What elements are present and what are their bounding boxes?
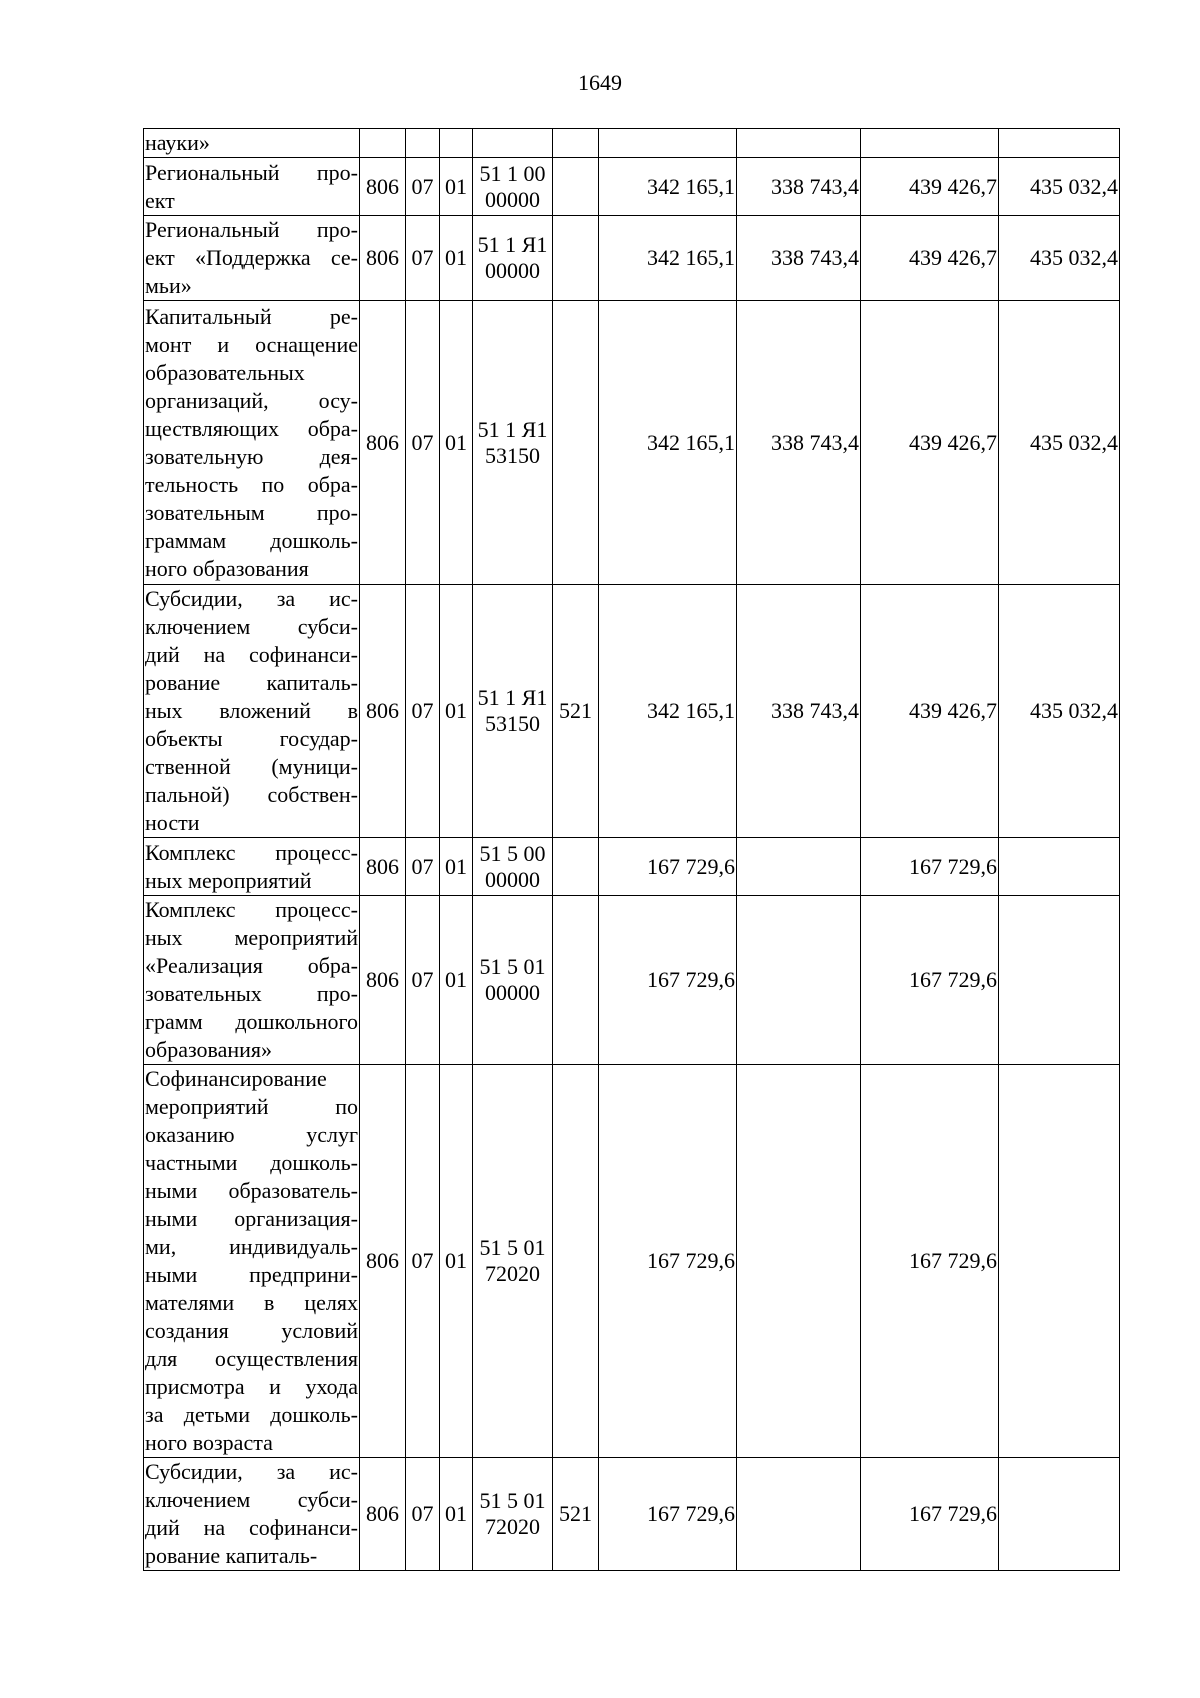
row-name-cell xyxy=(144,896,360,1065)
row-name-line: ект xyxy=(145,187,175,213)
row-name-line: ственной (муници- xyxy=(145,754,358,779)
row-name-line: дий на софинанси- xyxy=(145,642,358,667)
row-name-line: рование капиталь- xyxy=(145,670,358,695)
row-name-cell xyxy=(144,301,360,585)
target-article-part1: 51 5 01 xyxy=(479,954,546,979)
row-name-line: дий на софинанси- xyxy=(145,1515,358,1540)
amount-cell-3: 439 426,7 xyxy=(861,216,999,301)
row-name-line: мателями в целях xyxy=(145,1290,358,1315)
amount-cell-3: 439 426,7 xyxy=(861,158,999,216)
row-name-line: ект «Поддержка се- xyxy=(145,245,358,270)
subsection-cell xyxy=(440,129,473,158)
target-article-cell xyxy=(473,585,553,838)
amount-cell-1: 342 165,1 xyxy=(599,301,737,585)
target-article-part2: 53150 xyxy=(485,711,540,736)
admin-code-cell: 806 xyxy=(360,301,406,585)
target-article-cell xyxy=(473,158,553,216)
amount-cell-4 xyxy=(999,896,1120,1065)
section-cell: 07 xyxy=(406,158,440,216)
row-name-cell xyxy=(144,838,360,896)
row-name-cell xyxy=(144,129,360,158)
row-name-line: организаций, осу- xyxy=(145,387,358,413)
row-name-line: «Реализация обра- xyxy=(145,953,358,978)
row-name-line: Софинансирование xyxy=(145,1066,327,1091)
section-cell: 07 xyxy=(406,216,440,301)
amount-cell-2 xyxy=(737,838,861,896)
row-name-line: ми, индивидуаль- xyxy=(145,1234,358,1259)
row-name-line: монт и оснащение xyxy=(145,331,358,357)
amount-cell-3: 439 426,7 xyxy=(861,585,999,838)
target-article-part2: 72020 xyxy=(485,1261,540,1286)
admin-code-cell: 806 xyxy=(360,838,406,896)
expense-type-cell xyxy=(553,216,599,301)
amount-cell-2: 338 743,4 xyxy=(737,158,861,216)
target-article-part1: 51 5 01 xyxy=(479,1488,546,1513)
row-name-line: Региональный про- xyxy=(145,159,358,185)
amount-cell-3: 167 729,6 xyxy=(861,896,999,1065)
target-article-part1: 51 1 Я1 xyxy=(477,685,548,710)
table-row xyxy=(144,1065,1120,1458)
page-number: 1649 xyxy=(578,70,622,95)
row-name-line: создания условий xyxy=(145,1318,358,1343)
amount-cell-2: 338 743,4 xyxy=(737,216,861,301)
row-name-line: ного образования xyxy=(145,555,309,581)
amount-cell-4 xyxy=(999,1458,1120,1571)
table-row xyxy=(144,585,1120,838)
row-name-line: образования» xyxy=(145,1037,273,1062)
row-name-line: образовательных xyxy=(145,359,305,385)
amount-cell-2 xyxy=(737,129,861,158)
row-name-line: присмотра и ухода xyxy=(145,1374,358,1399)
row-name-line: для осуществления xyxy=(145,1346,358,1371)
amount-cell-1: 167 729,6 xyxy=(599,1065,737,1458)
expense-type-cell xyxy=(553,896,599,1065)
table-row xyxy=(144,1458,1120,1571)
subsection-cell: 01 xyxy=(440,158,473,216)
expense-type-cell xyxy=(553,838,599,896)
row-name-line: ных мероприятий xyxy=(145,867,312,893)
expense-type-cell xyxy=(553,158,599,216)
row-name-line: Комплекс процесс- xyxy=(145,897,358,922)
amount-cell-2 xyxy=(737,1458,861,1571)
table-row xyxy=(144,158,1120,216)
row-name-line: Региональный про- xyxy=(145,217,358,242)
target-article-part1: 51 5 00 xyxy=(479,840,546,866)
table-row xyxy=(144,301,1120,585)
section-cell: 07 xyxy=(406,585,440,838)
section-cell xyxy=(406,129,440,158)
admin-code-cell: 806 xyxy=(360,896,406,1065)
amount-cell-1: 342 165,1 xyxy=(599,216,737,301)
section-cell: 07 xyxy=(406,1458,440,1571)
row-name-line: ключением субси- xyxy=(145,614,358,639)
target-article-cell xyxy=(473,1458,553,1571)
target-article-part1: 51 1 00 xyxy=(479,160,546,186)
amount-cell-4 xyxy=(999,838,1120,896)
row-name-line: частными дошколь- xyxy=(145,1150,358,1175)
amount-cell-4: 435 032,4 xyxy=(999,158,1120,216)
amount-cell-1: 167 729,6 xyxy=(599,1458,737,1571)
target-article-part1: 51 5 01 xyxy=(479,1235,546,1260)
expense-type-cell xyxy=(553,1065,599,1458)
amount-cell-1: 342 165,1 xyxy=(599,158,737,216)
row-name-line: Комплекс процесс- xyxy=(145,839,358,865)
row-name-line: ными организация- xyxy=(145,1206,358,1231)
row-name-line: рование капиталь- xyxy=(145,1543,318,1568)
row-name-cell xyxy=(144,158,360,216)
amount-cell-1 xyxy=(599,129,737,158)
budget-table xyxy=(143,128,1120,1571)
subsection-cell: 01 xyxy=(440,585,473,838)
amount-cell-3: 167 729,6 xyxy=(861,838,999,896)
row-name-line: пальной) собствен- xyxy=(145,782,358,807)
amount-cell-4: 435 032,4 xyxy=(999,585,1120,838)
row-name-line: за детьми дошколь- xyxy=(145,1402,358,1427)
target-article-cell xyxy=(473,896,553,1065)
target-article-part1: 51 1 Я1 xyxy=(477,416,548,442)
target-article-part2: 00000 xyxy=(485,258,540,283)
amount-cell-2: 338 743,4 xyxy=(737,301,861,585)
amount-cell-2: 338 743,4 xyxy=(737,585,861,838)
admin-code-cell: 806 xyxy=(360,1458,406,1571)
admin-code-cell: 806 xyxy=(360,158,406,216)
row-name-line: мьи» xyxy=(145,273,192,298)
row-name-line: объекты государ- xyxy=(145,726,358,751)
expense-type-cell: 521 xyxy=(553,1458,599,1571)
target-article-cell xyxy=(473,216,553,301)
row-name-line: Субсидии, за ис- xyxy=(145,1459,358,1484)
amount-cell-3: 167 729,6 xyxy=(861,1458,999,1571)
amount-cell-1: 342 165,1 xyxy=(599,585,737,838)
amount-cell-4 xyxy=(999,1065,1120,1458)
row-name-line: грамм дошкольного xyxy=(145,1009,358,1034)
subsection-cell: 01 xyxy=(440,301,473,585)
table-row xyxy=(144,216,1120,301)
table-row xyxy=(144,838,1120,896)
row-name-line: ных вложений в xyxy=(145,698,358,723)
subsection-cell: 01 xyxy=(440,838,473,896)
subsection-cell: 01 xyxy=(440,216,473,301)
amount-cell-4: 435 032,4 xyxy=(999,216,1120,301)
expense-type-cell xyxy=(553,301,599,585)
row-name-cell xyxy=(144,585,360,838)
row-name-cell xyxy=(144,216,360,301)
admin-code-cell: 806 xyxy=(360,216,406,301)
section-cell: 07 xyxy=(406,1065,440,1458)
row-name-line: Капитальный ре- xyxy=(145,303,358,329)
target-article-part2: 53150 xyxy=(485,442,540,468)
row-name-cell xyxy=(144,1458,360,1571)
table-row xyxy=(144,129,1120,158)
subsection-cell: 01 xyxy=(440,1065,473,1458)
admin-code-cell: 806 xyxy=(360,585,406,838)
row-name-line: зовательную дея- xyxy=(145,443,358,469)
section-cell: 07 xyxy=(406,301,440,585)
target-article-part2: 00000 xyxy=(485,980,540,1005)
row-name-line: оказанию услуг xyxy=(145,1122,358,1147)
expense-type-cell: 521 xyxy=(553,585,599,838)
table-row xyxy=(144,896,1120,1065)
row-name-cell xyxy=(144,1065,360,1458)
row-name-line: ными предприни- xyxy=(145,1262,358,1287)
amount-cell-1: 167 729,6 xyxy=(599,838,737,896)
row-name-line: ными образователь- xyxy=(145,1178,358,1203)
target-article-part2: 72020 xyxy=(485,1514,540,1539)
section-cell: 07 xyxy=(406,838,440,896)
amount-cell-4: 435 032,4 xyxy=(999,301,1120,585)
target-article-cell xyxy=(473,1065,553,1458)
row-name-line: граммам дошколь- xyxy=(145,527,358,553)
row-name-line: ных мероприятий xyxy=(145,925,358,950)
row-name-line: ключением субси- xyxy=(145,1487,358,1512)
row-name-line: ного возраста xyxy=(145,1430,273,1455)
admin-code-cell xyxy=(360,129,406,158)
target-article-cell xyxy=(473,129,553,158)
target-article-part1: 51 1 Я1 xyxy=(477,232,548,257)
section-cell: 07 xyxy=(406,896,440,1065)
subsection-cell: 01 xyxy=(440,896,473,1065)
target-article-cell xyxy=(473,301,553,585)
subsection-cell: 01 xyxy=(440,1458,473,1571)
amount-cell-3 xyxy=(861,129,999,158)
amount-cell-3: 167 729,6 xyxy=(861,1065,999,1458)
amount-cell-2 xyxy=(737,1065,861,1458)
expense-type-cell xyxy=(553,129,599,158)
amount-cell-1: 167 729,6 xyxy=(599,896,737,1065)
row-name-line: зовательным про- xyxy=(145,499,358,525)
row-name-line: науки» xyxy=(145,130,210,155)
amount-cell-4 xyxy=(999,129,1120,158)
amount-cell-2 xyxy=(737,896,861,1065)
target-article-part2: 00000 xyxy=(485,186,540,212)
amount-cell-3: 439 426,7 xyxy=(861,301,999,585)
row-name-line: ности xyxy=(145,810,200,835)
row-name-line: тельность по обра- xyxy=(145,471,358,497)
target-article-part2: 00000 xyxy=(485,866,540,892)
row-name-line: Субсидии, за ис- xyxy=(145,586,358,611)
row-name-line: ществляющих обра- xyxy=(145,415,358,441)
row-name-line: зовательных про- xyxy=(145,981,358,1006)
row-name-line: мероприятий по xyxy=(145,1094,358,1119)
target-article-cell xyxy=(473,838,553,896)
admin-code-cell: 806 xyxy=(360,1065,406,1458)
